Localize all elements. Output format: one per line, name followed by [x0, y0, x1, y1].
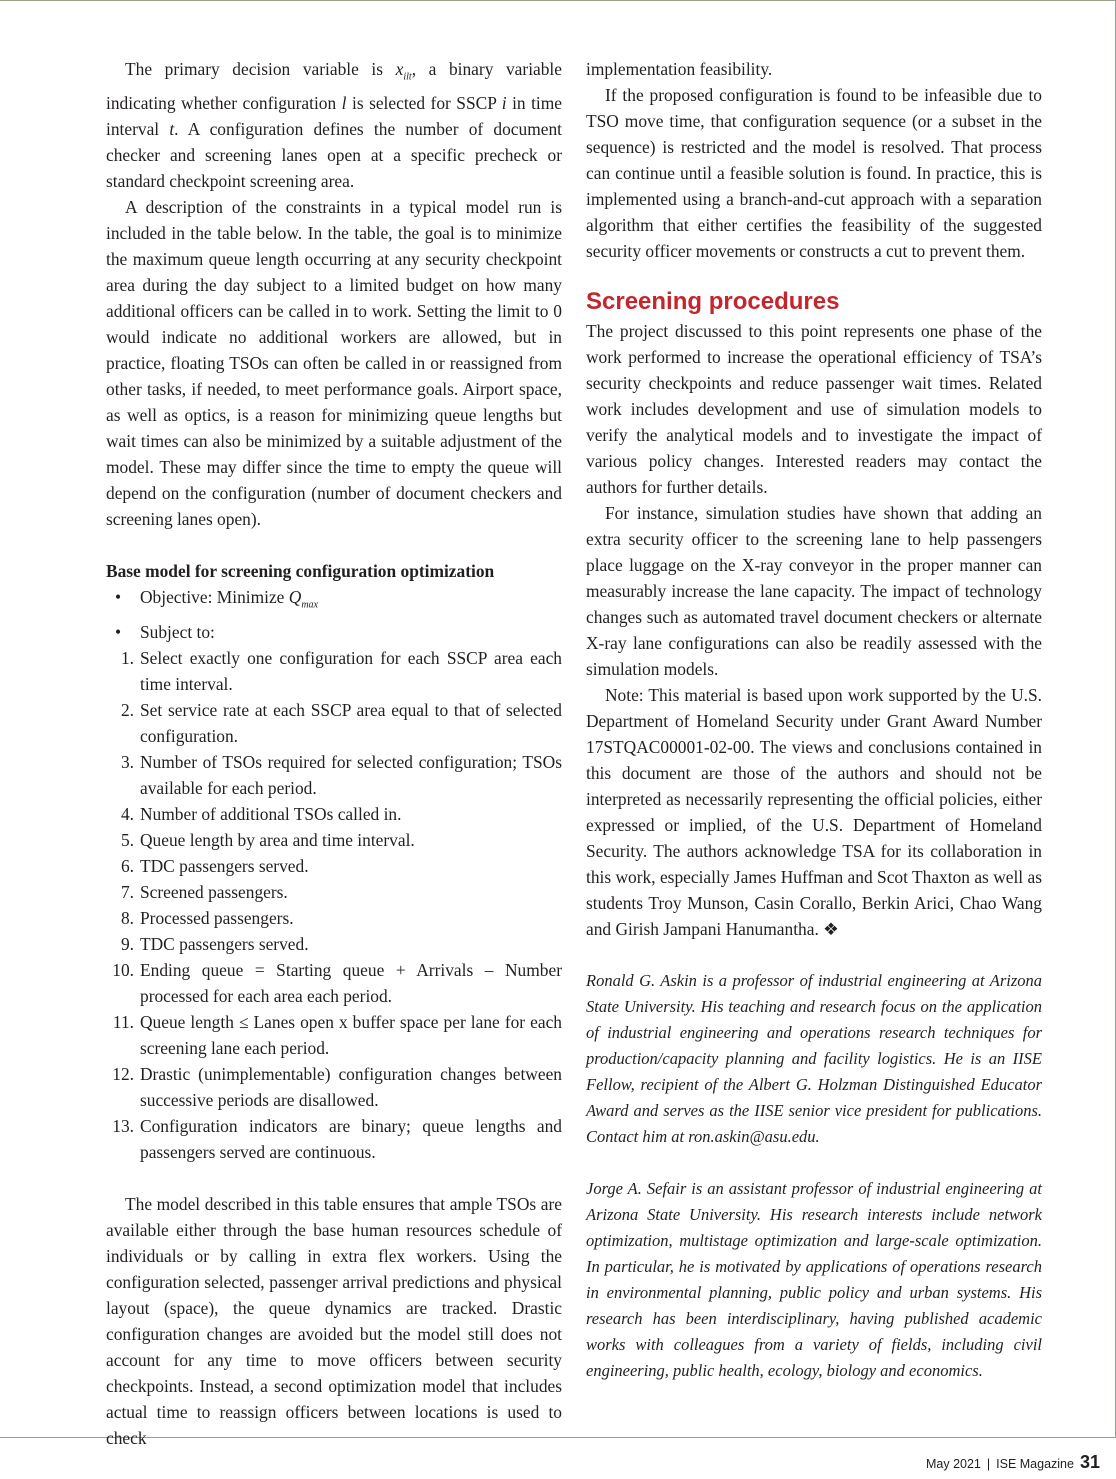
constraint-number: 8.	[120, 907, 134, 928]
paragraph-model-summary: The model described in this table ensures that ample TSOs are available either through the base human resources schedule of individuals or by calling in extra flex workers. Using the configuration selected, passenger arrival predictions and physical layout (space), the queue dynamics are tracked. Drastic configuration changes are avoided but the model still does not account for any time to move officers between security checkpoints. Instead, a second optimization model that includes actual time to reassign officers between locations is used to check	[106, 1193, 562, 1448]
constraint-text: Set service rate at each SSCP area equal to that of selected configuration.	[140, 699, 562, 746]
constraint-number: 11.	[112, 1011, 134, 1032]
constraint-number: 2.	[120, 699, 134, 720]
subject-to-bullet: • Subject to:	[106, 619, 562, 645]
constraint-number: 3.	[120, 751, 134, 772]
page-border-top	[0, 0, 1116, 1]
constraint-text: Number of additional TSOs called in.	[140, 803, 402, 824]
constraint-text: Queue length by area and time interval.	[140, 829, 415, 850]
paragraph-project: The project discussed to this point represents one phase of the work performed to increase the operational efficiency of TSA’s security checkpoints and reduce passenger wait times. Related work includes development and use of simulation models to verify the analytical models and to investigate the impact of various policy changes. Interested readers may contact the authors for further details.	[586, 321, 1042, 497]
right-column	[586, 56, 1042, 1384]
constraint-number: 10.	[112, 959, 134, 980]
constraint-number: 13.	[112, 1115, 134, 1136]
constraint-item	[106, 957, 562, 1009]
constraint-text: Queue length ≤ Lanes open x buffer space per lane for each screening lane each period.	[140, 1011, 562, 1058]
paragraph-decision-variable: The primary decision variable is $x_{ilt}$, a binary variable indicating whether configuration l is selected for SSCP i in time interval t. A configuration defines the number of document checker and screening lanes open at a specific precheck or standard checkpoint screening area.	[106, 59, 562, 192]
constraint-item	[106, 1113, 562, 1165]
author-bio-askin: Ronald G. Askin is a professor of industrial engineering at Arizona State University. His teaching and research focus on the application of industrial engineering and operations research techniques for production/capacity planning and facility logistics. He is an IISE Fellow, recipient of the Albert G. Holzman Distinguished Educator Award and serves as the IISE senior vice president for publications. Contact him at ron.askin@asu.edu.	[586, 971, 1042, 1146]
constraint-number: 4.	[120, 803, 134, 824]
section-heading-screening-procedures: Screening procedures	[586, 288, 840, 315]
end-mark-icon: ❖	[823, 919, 839, 939]
constraint-item	[106, 697, 562, 749]
constraint-number: 5.	[120, 829, 134, 850]
constraint-text: Drastic (unimplementable) configuration changes between successive periods are disallowed.	[140, 1063, 562, 1110]
constraint-item	[106, 827, 562, 853]
constraint-text: Ending queue = Starting queue + Arrivals – Number processed for each area each period.	[140, 959, 562, 1006]
page-number: 31	[1079, 1452, 1100, 1472]
left-column	[106, 56, 562, 1451]
constraint-item	[106, 853, 562, 879]
footer-separator: |	[986, 1457, 991, 1471]
objective-bullet: • Objective: Minimize $Q_{max}$	[106, 584, 562, 618]
constraint-item	[106, 879, 562, 905]
footer-magazine: ISE Magazine	[996, 1457, 1074, 1471]
paragraph-constraints-description: A description of the constraints in a typical model run is included in the table below. In the table, the goal is to minimize the maximum queue length occurring at any security checkpoint area during the day subject to a limited budget on how many additional officers can be called in to work. Setting the limit to 0 would indicate no additional workers are allowed, but in practice, floating TSOs can often be called in or reassigned from other tasks, if needed, to meet performance goals. Airport space, as well as optics, is a reason for minimizing queue lengths but wait times can also be minimized by a suitable adjustment of the model. These may differ since the time to empty the queue will depend on the configuration (number of document checkers and screening lanes open).	[106, 197, 562, 530]
page-footer	[926, 1452, 1100, 1473]
paragraph-note: Note: This material is based upon work supported by the U.S. Department of Homeland Security under Grant Award Number 17STQAC00001-02-00. The views and conclusions contained in this document are those of the authors and should not be interpreted as necessarily representing the official policies, either expressed or implied, of the U.S. Department of Homeland Security. The authors acknowledge TSA for its collaboration in this work, especially James Huffman and Scot Thaxton as well as students Troy Munson, Casin Corallo, Berkin Arici, Chao Wang and Girish Jampani Hanumantha. ❖	[586, 685, 1042, 939]
constraint-text: TDC passengers served.	[140, 933, 309, 954]
constraint-number: 6.	[120, 855, 134, 876]
constraint-number: 9.	[120, 933, 134, 954]
constraint-item	[106, 801, 562, 827]
constraint-number: 1.	[120, 647, 134, 668]
constraint-text: Configuration indicators are binary; queue lengths and passengers served are continuous.	[140, 1115, 562, 1162]
constraint-item	[106, 1061, 562, 1113]
model-bullets	[106, 584, 562, 644]
constraint-text: Select exactly one configuration for each SSCP area each time interval.	[140, 647, 562, 694]
model-table-title: Base model for screening configuration optimization	[106, 561, 495, 582]
constraint-text: Number of TSOs required for selected configuration; TSOs available for each period.	[140, 751, 562, 798]
paragraph-continuation: implementation feasibility.	[586, 59, 773, 79]
author-bio-sefair: Jorge A. Sefair is an assistant professor of industrial engineering at Arizona State University. His research interests include network optimization, multistage optimization and large-scale optimization. In particular, he is motivated by applications of operations research in environmental planning, public policy and urban systems. His research has been interdisciplinary, having published academic works with colleagues from a variety of fields, including civil engineering, public health, ecology, biology and economics.	[586, 1179, 1042, 1380]
constraint-text: TDC passengers served.	[140, 855, 309, 876]
constraint-item	[106, 749, 562, 801]
constraint-number: 12.	[112, 1063, 134, 1084]
footer-date: May 2021	[925, 1457, 981, 1471]
constraint-number: 7.	[120, 881, 134, 902]
constraint-item	[106, 905, 562, 931]
paragraph-infeasible: If the proposed configuration is found to be infeasible due to TSO move time, that configuration sequence (or a subset in the sequence) is restricted and the model is resolved. That process can continue until a feasible solution is found. In practice, this is implemented using a branch-and-cut approach with a separation algorithm that either certifies the feasibility of the suggested security officer movements or constructs a cut to prevent them.	[586, 85, 1042, 261]
constraint-item	[106, 931, 562, 957]
paragraph-instance: For instance, simulation studies have shown that adding an extra security officer to the screening lane to help passengers place luggage on the X-ray conveyor in the proper manner can measurably increase the lane capacity. The impact of technology changes such as automated travel document checkers or alternate X-ray lane configurations can also be readily assessed with the simulation models.	[586, 503, 1042, 679]
constraints-list	[106, 645, 562, 1165]
constraint-text: Screened passengers.	[140, 881, 288, 902]
constraint-text: Processed passengers.	[140, 907, 294, 928]
constraint-item	[106, 645, 562, 697]
constraint-item	[106, 1009, 562, 1061]
